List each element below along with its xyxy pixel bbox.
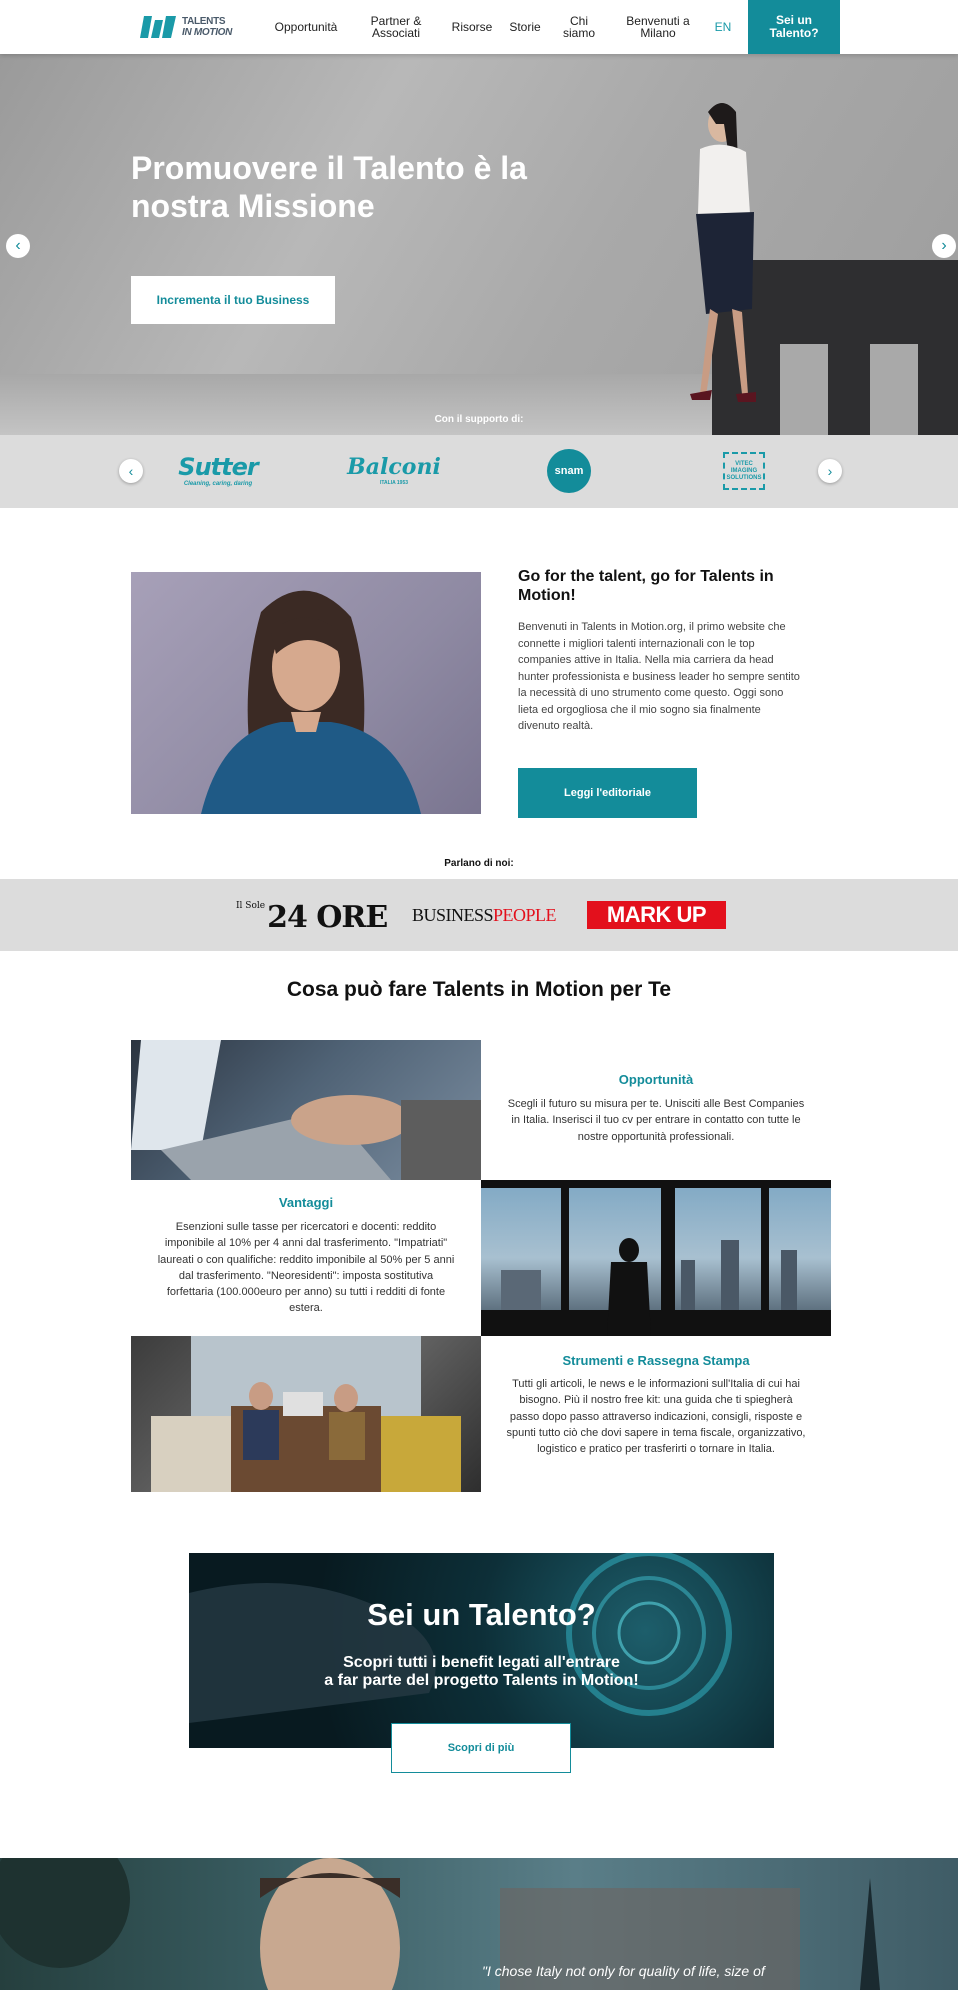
- sponsor-logo-vitec[interactable]: [723, 452, 765, 490]
- press-name: MARK UP: [606, 902, 707, 927]
- logo-mark-icon: [140, 12, 180, 42]
- feature-title-strumenti[interactable]: Strumenti e Rassegna Stampa: [562, 1353, 750, 1368]
- support-label: Con il supporto di:: [434, 414, 524, 425]
- nav-item-partner[interactable]: [364, 0, 428, 54]
- meeting-image: [131, 1336, 481, 1492]
- chevron-left-icon: ‹: [15, 237, 21, 254]
- sponsor-tagline: Cleaning, caring, daring: [183, 481, 253, 487]
- feature-image-city: [481, 1180, 831, 1336]
- cta-subtitle-line-1: Scopri tutti i benefit legati all'entrare: [343, 1654, 620, 1671]
- logo-line-2: IN MOTION: [182, 27, 233, 38]
- hero-next-arrow[interactable]: [932, 234, 956, 258]
- press-name-a: BUSINESS: [412, 905, 494, 925]
- feature-title-opportunita[interactable]: Opportunità: [618, 1072, 694, 1087]
- nav-item-opportunita[interactable]: [268, 0, 344, 54]
- sponsor-prev-arrow[interactable]: [119, 459, 143, 483]
- sponsor-logo-sutter[interactable]: [178, 447, 258, 493]
- sponsor-name: Sutter: [178, 453, 258, 481]
- features-title: Cosa può fare Talents in Motion per Te: [286, 978, 672, 1001]
- press-logos-band: [0, 879, 958, 951]
- sponsor-logo-snam[interactable]: [547, 449, 591, 493]
- hero-prev-arrow[interactable]: [6, 234, 30, 258]
- nav-item-label: Partner & Associati: [370, 14, 422, 40]
- nav-cta-button[interactable]: [748, 0, 840, 54]
- sponsor-name: VITEC IMAGING SOLUTIONS: [726, 460, 762, 481]
- cta-subtitle-line-2: a far parte del progetto Talents in Motion!: [324, 1672, 639, 1689]
- language-switch[interactable]: [709, 0, 737, 54]
- chevron-right-icon: ›: [941, 237, 947, 254]
- testimonial-section: [0, 1858, 958, 1990]
- nav-item-label: Chi siamo: [562, 14, 595, 40]
- press-logo-businesspeople[interactable]: [412, 905, 556, 926]
- sponsor-logo-balconi[interactable]: [346, 449, 442, 491]
- press-name: 24 ORE: [267, 900, 388, 935]
- press-name-b: PEOPLE: [493, 905, 557, 925]
- sponsor-next-arrow[interactable]: [818, 459, 842, 483]
- nav-item-chi-siamo[interactable]: [557, 0, 601, 54]
- talent-cta-banner: [189, 1553, 774, 1748]
- sponsor-name: snam: [554, 465, 584, 477]
- founder-portrait-image: [131, 572, 481, 814]
- hero-woman-figure: [660, 94, 770, 414]
- read-editorial-button[interactable]: Leggi l'editoriale: [518, 768, 697, 818]
- hero-slider: [0, 54, 958, 435]
- nav-item-benvenuti[interactable]: [618, 0, 698, 54]
- nav-item-label: Benvenuti a Milano: [626, 14, 690, 40]
- nav-item-label: Storie: [509, 20, 541, 34]
- discover-more-button[interactable]: Scopri di più: [391, 1723, 571, 1773]
- press-logo-sole24ore[interactable]: [236, 895, 387, 935]
- press-logo-markup[interactable]: [587, 901, 726, 929]
- nav-cta-label: Sei un Talento?: [769, 13, 819, 40]
- sponsor-tagline: ITALIA 1953: [379, 480, 409, 486]
- laptop-typing-image: [131, 1040, 481, 1180]
- feature-text-strumenti: Tutti gli articoli, le news e le informazioni sull'Italia di cui hai bisogno. Più il nostro free kit: una guida che ti spiegherà passo dopo passo attraverso indicazioni, consigli, risposte e spunti tutto ciò che dovi sapere in tema fiscale, organizzativo, logistico e pratico per trasferirti o tornare in Italia.: [506, 1378, 806, 1456]
- feature-text-opportunita: Scegli il futuro su misura per te. Unisciti alle Best Companies in Italia. Inserisci il tuo cv per entrare in contatto con tutte le nostre opportunità professionali.: [507, 1098, 805, 1143]
- nav-item-risorse[interactable]: [448, 0, 496, 54]
- top-navigation: [0, 0, 958, 54]
- logo-line-1: TALENTS: [182, 16, 226, 27]
- nav-item-storie[interactable]: [504, 0, 546, 54]
- hero-title: Promuovere il Talento è la nostra Missione: [131, 150, 527, 224]
- intro-text: Benvenuti in Talents in Motion.org, il primo website che connette i migliori talenti internazionali con le top companies attive in Italia. Nella mia carriera da head hunter professionista e business leader ho sempre sentito la necessità di uno strumento come questo. Oggi sono lieta ed orgogliosa che il mio sogno sia finalmente divenuto realtà.: [518, 621, 800, 732]
- sponsor-carousel: [0, 435, 958, 508]
- feature-image-laptop: [131, 1040, 481, 1180]
- tech-hand-image: [189, 1553, 774, 1748]
- cta-title: Sei un Talento?: [367, 1597, 596, 1632]
- founder-photo: [131, 572, 481, 814]
- nav-item-label: Opportunità: [274, 20, 338, 34]
- cta-subtitle: [189, 1654, 774, 1690]
- press-prefix: Il Sole: [236, 901, 266, 911]
- intro-title: Go for the talent, go for Talents in Motion!: [518, 568, 774, 604]
- language-label: EN: [714, 20, 732, 34]
- press-label: Parlano di noi:: [444, 858, 514, 869]
- nav-item-label: Risorse: [451, 20, 493, 34]
- city-window-image: [481, 1180, 831, 1336]
- feature-title-vantaggi[interactable]: Vantaggi: [278, 1195, 334, 1210]
- testimonial-quote: "I chose Italy not only for quality of life, size of: [482, 1963, 765, 1979]
- chevron-left-icon: ‹: [128, 463, 134, 479]
- logo-wordmark: [182, 16, 232, 38]
- feature-image-meeting: [131, 1336, 481, 1492]
- chevron-right-icon: ›: [827, 463, 833, 479]
- site-logo[interactable]: [140, 11, 235, 43]
- feature-text-vantaggi: Esenzioni sulle tasse per ricercatori e docenti: reddito imponibile al 10% per 4 anni dal trasferimento. "Impatriati" laureati o con qualifiche: reddito imponibile al 50% per 5 anni dal trasferimento. "Neoresidenti": imposta sostitutiva forfettaria (100.000euro per anno) su tutti i redditi di fonte estera.: [157, 1221, 455, 1315]
- hero-cta-button[interactable]: Incrementa il tuo Business: [131, 276, 335, 324]
- sponsor-name: Balconi: [347, 454, 441, 480]
- testimonial-background-image: [0, 1858, 958, 1990]
